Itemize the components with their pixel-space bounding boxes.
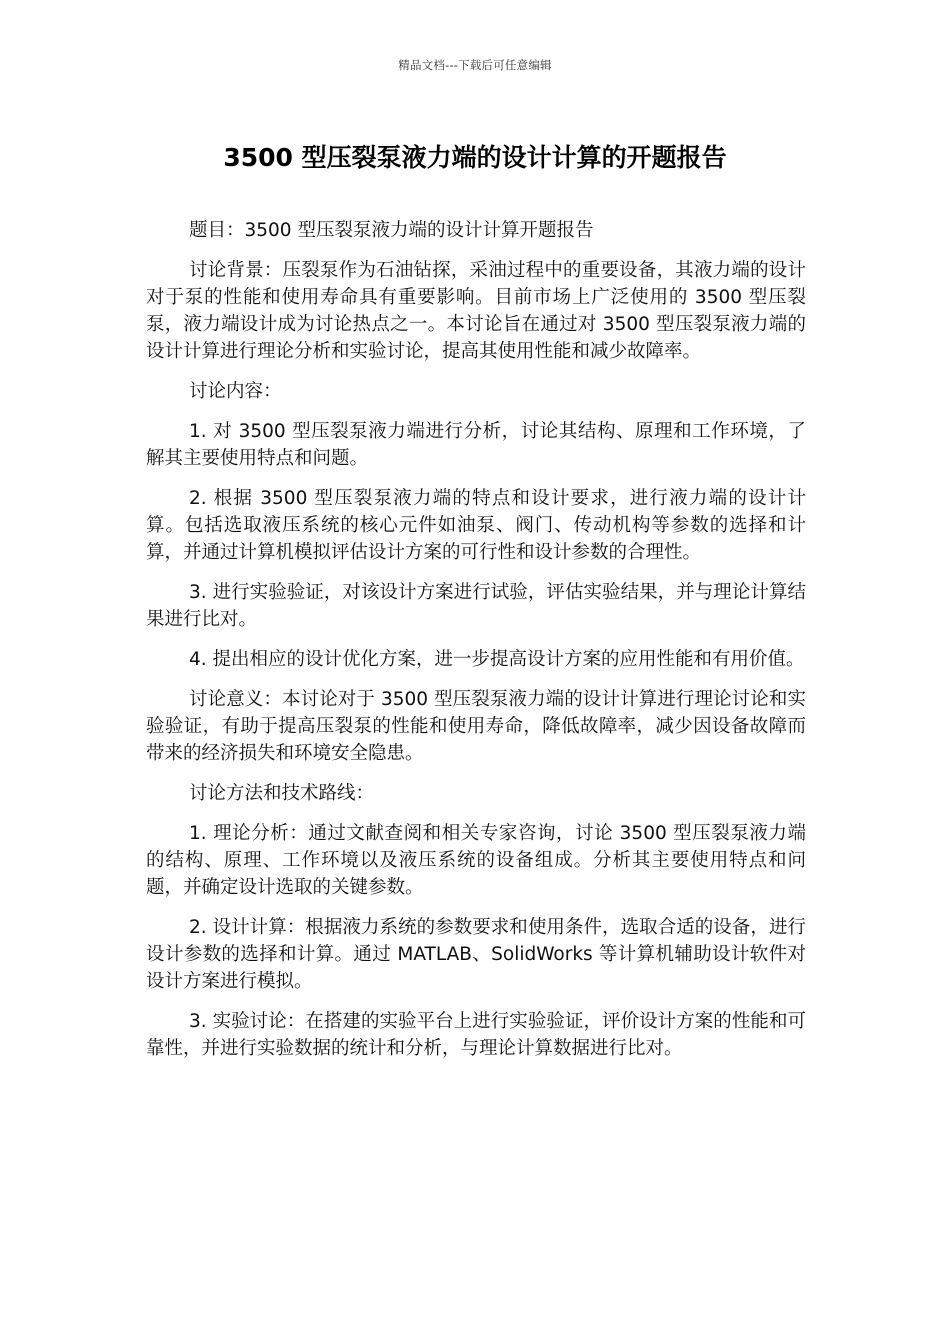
paragraph-content-item-3: 3. 进行实验验证，对该设计方案进行试验，评估实验结果，并与理论计算结果进行比对。 [146,582,806,630]
paragraph-method-heading: 讨论方法和技术路线： [189,783,375,804]
paragraph-content-item-4: 4. 提出相应的设计优化方案，进一步提高设计方案的应用性能和有用价值。 [189,649,805,670]
paragraph-content-item-2: 2. 根据 3500 型压裂泵液力端的特点和设计要求，进行液力端的设计计算。包括选取液压系统的核心元件如油泵、阀门、传动机构等参数的选择和计算，并通过计算机模拟评估设计方案的可行性和设计参数的合理性。 [146,488,806,563]
paragraph-topic: 题目：3500 型压裂泵液力端的设计计算开题报告 [189,220,594,241]
paragraph-content-item-1: 1. 对 3500 型压裂泵液力端进行分析，讨论其结构、原理和工作环境，了解其主要使用特点和问题。 [146,421,806,469]
document-title: 3500 型压裂泵液力端的设计计算的开题报告 [223,143,727,172]
paragraph-background: 讨论背景：压裂泵作为石油钻探，采油过程中的重要设备，其液力端的设计对于泵的性能和使用寿命具有重要影响。目前市场上广泛使用的 3500 型压裂泵，液力端设计成为讨论热点之一。本讨论旨在通过对 3500 型压裂泵液力端的设计计算进行理论分析和实验讨论，提高其使用性能和减少故障率。 [146,260,806,362]
paragraph-method-item-3: 3. 实验讨论：在搭建的实验平台上进行实验验证，评价设计方案的性能和可靠性，并进行实验数据的统计和分析，与理论计算数据进行比对。 [146,1011,806,1059]
document-body [146,217,806,1075]
paragraph-method-item-2: 2. 设计计算：根据液力系统的参数要求和使用条件，选取合适的设备，进行设计参数的选择和计算。通过 MATLAB、SolidWorks 等计算机辅助设计软件对设计方案进行模拟。 [146,917,806,992]
paragraph-content-heading: 讨论内容： [189,381,282,402]
paragraph-significance: 讨论意义：本讨论对于 3500 型压裂泵液力端的设计计算进行理论讨论和实验验证，有助于提高压裂泵的性能和使用寿命，降低故障率，减少因设备故障而带来的经济损失和环境安全隐患。 [146,689,806,764]
header-note: 精品文档---下载后可任意编辑 [398,58,552,72]
paragraph-method-item-1: 1. 理论分析：通过文献查阅和相关专家咨询，讨论 3500 型压裂泵液力端的结构、原理、工作环境以及液压系统的设备组成。分析其主要使用特点和问题，并确定设计选取的关键参数。 [146,823,806,898]
